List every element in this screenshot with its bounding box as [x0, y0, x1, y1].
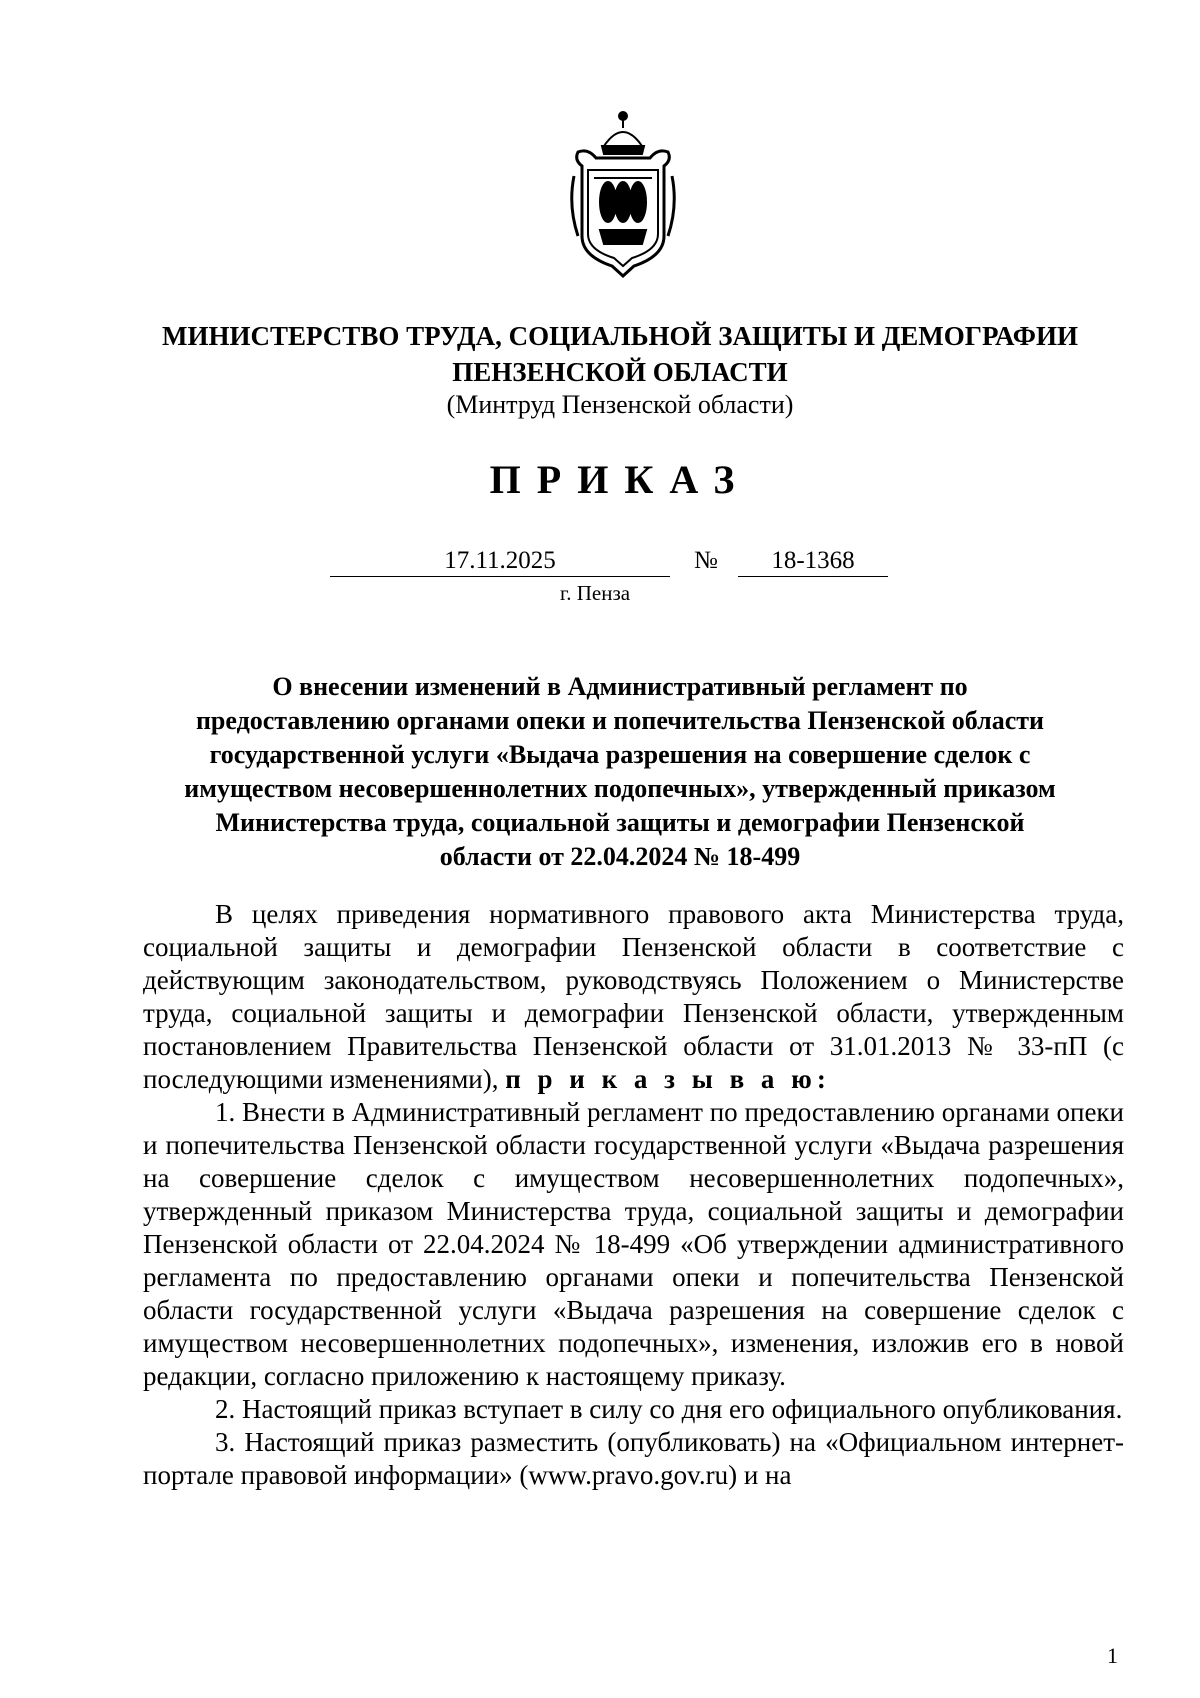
item-1-paragraph: 1. Внести в Административный регламент по предоставлению органами опеки и попечительства Пензенской области государственной услуги «Выдача разрешения на совершение сделок с имуществом несовершеннолетних подопечных», утвержденный приказом Министерства труда, социальной защиты и демографии Пензенской области от 22.04.2024 № 18-499 «Об утверждении административного регламента по предоставлению органами опеки и попечительства Пензенской области государственной услуги «Выдача разрешения на совершение сделок с имуществом несовершеннолетних подопечных», изменения, изложив его в новой редакции, согласно приложению к настоящему приказу.: [143, 1097, 1124, 1391]
preamble-paragraph: [143, 898, 1124, 1096]
order-body: [143, 898, 1124, 1492]
subject-line: О внесении изменений в Административный регламент по: [272, 672, 968, 701]
ministry-short-name: (Минтруд Пензенской области): [446, 390, 794, 419]
number-sign: №: [694, 547, 718, 574]
page-number: 1: [1107, 1643, 1118, 1668]
order-subject: [120, 670, 1120, 874]
city-name: г. Пенза: [560, 581, 631, 605]
subject-line: предоставлению органами опеки и попечительства Пензенской области: [195, 706, 1045, 735]
subject-line: области от 22.04.2024 № 18-499: [439, 842, 801, 871]
coat-of-arms-icon: [564, 106, 682, 282]
subject-line: государственной услуги «Выдача разрешения на совершение сделок с: [209, 740, 1031, 769]
subject-line: Министерства труда, социальной защиты и демографии Пензенской: [215, 808, 1025, 837]
ministry-name-line1: МИНИСТЕРСТВО ТРУДА, СОЦИАЛЬНОЙ ЗАЩИТЫ И ДЕМОГРАФИИ: [161, 321, 1078, 351]
item-3-paragraph: 3. Настоящий приказ разместить (опубликовать) на «Официальном интернет-портале правовой информации» (www.pravo.gov.ru) и на: [143, 1427, 1124, 1490]
ministry-name-line2: ПЕНЗЕНСКОЙ ОБЛАСТИ: [452, 357, 788, 387]
ministry-name: [120, 318, 1120, 390]
order-word: п р и к а з ы в а ю:: [505, 1064, 831, 1094]
document-type-title: ПРИКАЗ: [489, 457, 751, 502]
order-number: 18-1368: [738, 546, 888, 577]
item-2-paragraph: 2. Настоящий приказ вступает в силу со дня его официального опубликования.: [215, 1394, 1123, 1424]
order-date: 17.11.2025: [330, 546, 670, 577]
subject-line: имуществом несовершеннолетних подопечных», утвержденный приказом: [184, 774, 1056, 803]
preamble-text: В целях приведения нормативного правового акта Министерства труда, социальной защиты и демографии Пензенской области в соответствие с действующим законодательством, руководствуясь Положением о Министерстве труда, социальной защиты и демографии Пензенской области, утвержденным постановлением Правительства Пензенской области от 31.01.2013 № 33-пП (с последующими изменениями),: [143, 899, 1124, 1094]
